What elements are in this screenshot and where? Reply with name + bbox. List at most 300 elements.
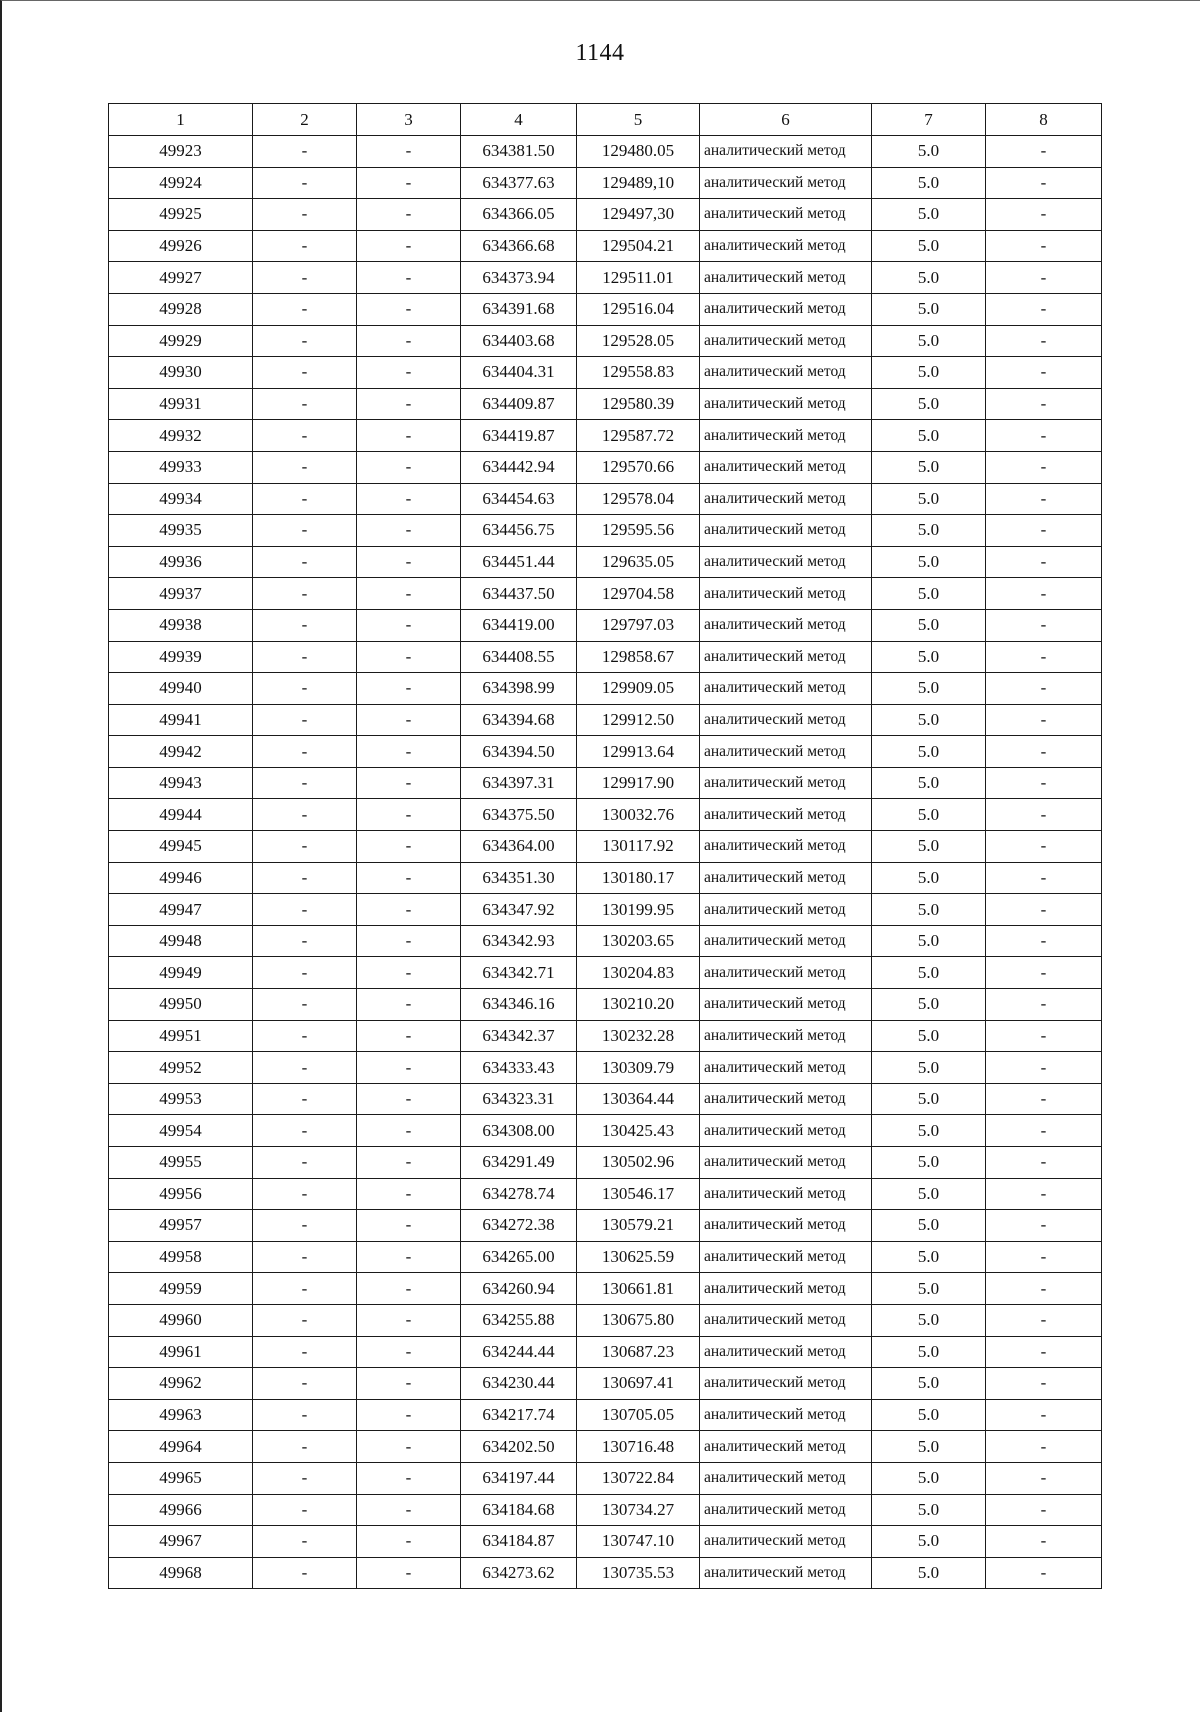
table-cell-col-2: - <box>253 167 357 199</box>
table-cell-col-1: 49964 <box>109 1431 253 1463</box>
table-cell-col-1: 49959 <box>109 1273 253 1305</box>
table-row <box>109 167 1102 199</box>
table-cell-col-6: аналитический метод <box>700 1147 872 1179</box>
table-cell-col-2: - <box>253 925 357 957</box>
table-cell-col-4: 634217.74 <box>461 1399 577 1431</box>
table-cell-col-8: - <box>986 831 1102 863</box>
table-cell-col-6: аналитический метод <box>700 925 872 957</box>
table-cell-col-4: 634403.68 <box>461 325 577 357</box>
table-cell-col-3: - <box>357 1304 461 1336</box>
table-cell-col-6: аналитический метод <box>700 325 872 357</box>
table-cell-col-2: - <box>253 1147 357 1179</box>
table-cell-col-4: 634377.63 <box>461 167 577 199</box>
column-header-1: 1 <box>109 104 253 136</box>
table-cell-col-1: 49956 <box>109 1178 253 1210</box>
table-row <box>109 641 1102 673</box>
coordinates-table <box>108 103 1102 1589</box>
table-cell-col-2: - <box>253 325 357 357</box>
table-cell-col-4: 634273.62 <box>461 1557 577 1589</box>
table-cell-col-5: 129528.05 <box>577 325 700 357</box>
table-cell-col-1: 49931 <box>109 388 253 420</box>
table-cell-col-6: аналитический метод <box>700 641 872 673</box>
table-cell-col-4: 634184.87 <box>461 1526 577 1558</box>
table-cell-col-3: - <box>357 736 461 768</box>
table-row <box>109 1304 1102 1336</box>
table-cell-col-7: 5.0 <box>872 641 986 673</box>
column-header-4: 4 <box>461 104 577 136</box>
table-cell-col-3: - <box>357 1020 461 1052</box>
table-row <box>109 546 1102 578</box>
table-cell-col-2: - <box>253 515 357 547</box>
table-cell-col-3: - <box>357 199 461 231</box>
table-cell-col-8: - <box>986 1083 1102 1115</box>
table-cell-col-4: 634442.94 <box>461 451 577 483</box>
table-cell-col-1: 49961 <box>109 1336 253 1368</box>
table-row <box>109 989 1102 1021</box>
table-cell-col-6: аналитический метод <box>700 989 872 1021</box>
table-row <box>109 515 1102 547</box>
table-cell-col-4: 634381.50 <box>461 136 577 168</box>
table-cell-col-4: 634454.63 <box>461 483 577 515</box>
table-row <box>109 420 1102 452</box>
table-cell-col-1: 49952 <box>109 1052 253 1084</box>
table-cell-col-3: - <box>357 894 461 926</box>
table-cell-col-6: аналитический метод <box>700 1052 872 1084</box>
table-row <box>109 1273 1102 1305</box>
table-cell-col-2: - <box>253 1052 357 1084</box>
table-cell-col-5: 130675.80 <box>577 1304 700 1336</box>
table-cell-col-3: - <box>357 262 461 294</box>
table-cell-col-1: 49967 <box>109 1526 253 1558</box>
table-cell-col-6: аналитический метод <box>700 420 872 452</box>
table-cell-col-7: 5.0 <box>872 515 986 547</box>
table-cell-col-7: 5.0 <box>872 1083 986 1115</box>
table-cell-col-1: 49934 <box>109 483 253 515</box>
table-cell-col-5: 130204.83 <box>577 957 700 989</box>
table-cell-col-4: 634308.00 <box>461 1115 577 1147</box>
table-cell-col-3: - <box>357 357 461 389</box>
table-cell-col-4: 634366.68 <box>461 230 577 262</box>
table-cell-col-4: 634333.43 <box>461 1052 577 1084</box>
table-cell-col-8: - <box>986 1147 1102 1179</box>
table-cell-col-4: 634419.00 <box>461 609 577 641</box>
table-cell-col-8: - <box>986 1304 1102 1336</box>
table-cell-col-5: 130232.28 <box>577 1020 700 1052</box>
table-cell-col-1: 49936 <box>109 546 253 578</box>
table-row <box>109 799 1102 831</box>
table-cell-col-3: - <box>357 1241 461 1273</box>
table-row <box>109 388 1102 420</box>
table-cell-col-6: аналитический метод <box>700 1368 872 1400</box>
table-cell-col-5: 130210.20 <box>577 989 700 1021</box>
table-cell-col-5: 129504.21 <box>577 230 700 262</box>
table-cell-col-5: 130697.41 <box>577 1368 700 1400</box>
table-cell-col-7: 5.0 <box>872 1020 986 1052</box>
table-cell-col-7: 5.0 <box>872 578 986 610</box>
table-cell-col-7: 5.0 <box>872 1052 986 1084</box>
table-cell-col-5: 130747.10 <box>577 1526 700 1558</box>
table-cell-col-1: 49933 <box>109 451 253 483</box>
table-cell-col-7: 5.0 <box>872 483 986 515</box>
table-cell-col-5: 129595.56 <box>577 515 700 547</box>
table-cell-col-4: 634342.71 <box>461 957 577 989</box>
table-cell-col-4: 634397.31 <box>461 767 577 799</box>
table-cell-col-8: - <box>986 925 1102 957</box>
table-cell-col-7: 5.0 <box>872 388 986 420</box>
table-cell-col-6: аналитический метод <box>700 136 872 168</box>
table-cell-col-4: 634351.30 <box>461 862 577 894</box>
table-cell-col-1: 49943 <box>109 767 253 799</box>
table-cell-col-5: 129913.64 <box>577 736 700 768</box>
table-row <box>109 357 1102 389</box>
table-row <box>109 136 1102 168</box>
table-row <box>109 736 1102 768</box>
table-cell-col-8: - <box>986 388 1102 420</box>
column-header-2: 2 <box>253 104 357 136</box>
table-cell-col-2: - <box>253 1557 357 1589</box>
table-cell-col-3: - <box>357 483 461 515</box>
table-row <box>109 1020 1102 1052</box>
table-cell-col-1: 49940 <box>109 673 253 705</box>
table-cell-col-5: 129797.03 <box>577 609 700 641</box>
table-cell-col-1: 49925 <box>109 199 253 231</box>
table-row <box>109 1052 1102 1084</box>
table-cell-col-6: аналитический метод <box>700 483 872 515</box>
table-cell-col-8: - <box>986 1557 1102 1589</box>
table-cell-col-8: - <box>986 1494 1102 1526</box>
table-cell-col-7: 5.0 <box>872 1115 986 1147</box>
table-cell-col-8: - <box>986 136 1102 168</box>
table-cell-col-3: - <box>357 1336 461 1368</box>
table-cell-col-8: - <box>986 1526 1102 1558</box>
table-cell-col-4: 634265.00 <box>461 1241 577 1273</box>
table-cell-col-2: - <box>253 736 357 768</box>
table-cell-col-3: - <box>357 451 461 483</box>
table-cell-col-2: - <box>253 894 357 926</box>
table-cell-col-6: аналитический метод <box>700 1462 872 1494</box>
table-cell-col-3: - <box>357 609 461 641</box>
column-header-7: 7 <box>872 104 986 136</box>
table-cell-col-8: - <box>986 673 1102 705</box>
table-cell-col-7: 5.0 <box>872 1210 986 1242</box>
table-cell-col-7: 5.0 <box>872 167 986 199</box>
table-cell-col-4: 634202.50 <box>461 1431 577 1463</box>
table-cell-col-4: 634342.37 <box>461 1020 577 1052</box>
table-cell-col-2: - <box>253 357 357 389</box>
table-row <box>109 1557 1102 1589</box>
table-cell-col-2: - <box>253 1462 357 1494</box>
table-cell-col-6: аналитический метод <box>700 1178 872 1210</box>
table-cell-col-6: аналитический метод <box>700 1399 872 1431</box>
table-cell-col-2: - <box>253 609 357 641</box>
table-cell-col-7: 5.0 <box>872 199 986 231</box>
table-cell-col-3: - <box>357 1210 461 1242</box>
table-cell-col-7: 5.0 <box>872 1147 986 1179</box>
table-row <box>109 925 1102 957</box>
table-cell-col-7: 5.0 <box>872 546 986 578</box>
table-cell-col-5: 130716.48 <box>577 1431 700 1463</box>
table-row <box>109 767 1102 799</box>
table-cell-col-3: - <box>357 230 461 262</box>
table-cell-col-1: 49947 <box>109 894 253 926</box>
table-cell-col-8: - <box>986 546 1102 578</box>
table-cell-col-6: аналитический метод <box>700 799 872 831</box>
table-cell-col-7: 5.0 <box>872 1431 986 1463</box>
table-cell-col-2: - <box>253 957 357 989</box>
table-cell-col-1: 49930 <box>109 357 253 389</box>
table-cell-col-1: 49928 <box>109 293 253 325</box>
table-cell-col-3: - <box>357 546 461 578</box>
table-cell-col-2: - <box>253 262 357 294</box>
table-cell-col-1: 49941 <box>109 704 253 736</box>
table-cell-col-3: - <box>357 641 461 673</box>
table-cell-col-8: - <box>986 262 1102 294</box>
table-cell-col-2: - <box>253 388 357 420</box>
table-cell-col-4: 634272.38 <box>461 1210 577 1242</box>
table-cell-col-4: 634346.16 <box>461 989 577 1021</box>
table-cell-col-2: - <box>253 1494 357 1526</box>
table-cell-col-3: - <box>357 325 461 357</box>
table-cell-col-8: - <box>986 515 1102 547</box>
table-cell-col-4: 634184.68 <box>461 1494 577 1526</box>
table-row <box>109 1241 1102 1273</box>
table-cell-col-3: - <box>357 925 461 957</box>
table-cell-col-5: 130425.43 <box>577 1115 700 1147</box>
table-cell-col-7: 5.0 <box>872 767 986 799</box>
table-cell-col-1: 49968 <box>109 1557 253 1589</box>
table-row <box>109 1336 1102 1368</box>
column-header-8: 8 <box>986 104 1102 136</box>
table-cell-col-2: - <box>253 1399 357 1431</box>
table-cell-col-7: 5.0 <box>872 357 986 389</box>
table-cell-col-4: 634230.44 <box>461 1368 577 1400</box>
table-cell-col-7: 5.0 <box>872 420 986 452</box>
table-cell-col-3: - <box>357 1399 461 1431</box>
table-row <box>109 451 1102 483</box>
table-cell-col-6: аналитический метод <box>700 1336 872 1368</box>
table-cell-col-1: 49945 <box>109 831 253 863</box>
table-cell-col-7: 5.0 <box>872 293 986 325</box>
table-cell-col-8: - <box>986 736 1102 768</box>
table-cell-col-3: - <box>357 1494 461 1526</box>
table-cell-col-8: - <box>986 325 1102 357</box>
table-cell-col-5: 130364.44 <box>577 1083 700 1115</box>
table-cell-col-7: 5.0 <box>872 609 986 641</box>
table-cell-col-2: - <box>253 420 357 452</box>
table-cell-col-5: 130502.96 <box>577 1147 700 1179</box>
table-row <box>109 230 1102 262</box>
table-row <box>109 1178 1102 1210</box>
table-cell-col-6: аналитический метод <box>700 357 872 389</box>
table-cell-col-3: - <box>357 957 461 989</box>
table-cell-col-3: - <box>357 673 461 705</box>
table-cell-col-6: аналитический метод <box>700 957 872 989</box>
table-cell-col-4: 634244.44 <box>461 1336 577 1368</box>
table-cell-col-3: - <box>357 1147 461 1179</box>
table-cell-col-5: 130203.65 <box>577 925 700 957</box>
table-cell-col-8: - <box>986 357 1102 389</box>
table-cell-col-1: 49938 <box>109 609 253 641</box>
table-cell-col-5: 130199.95 <box>577 894 700 926</box>
table-cell-col-5: 129909.05 <box>577 673 700 705</box>
table-cell-col-1: 49924 <box>109 167 253 199</box>
table-cell-col-1: 49932 <box>109 420 253 452</box>
table-cell-col-3: - <box>357 420 461 452</box>
table-cell-col-7: 5.0 <box>872 136 986 168</box>
table-cell-col-1: 49953 <box>109 1083 253 1115</box>
table-row <box>109 1083 1102 1115</box>
table-cell-col-8: - <box>986 894 1102 926</box>
table-cell-col-8: - <box>986 578 1102 610</box>
table-cell-col-6: аналитический метод <box>700 1273 872 1305</box>
table-cell-col-2: - <box>253 578 357 610</box>
table-row <box>109 704 1102 736</box>
table-cell-col-6: аналитический метод <box>700 230 872 262</box>
table-cell-col-6: аналитический метод <box>700 451 872 483</box>
table-cell-col-4: 634408.55 <box>461 641 577 673</box>
table-row <box>109 199 1102 231</box>
table-cell-col-8: - <box>986 704 1102 736</box>
table-cell-col-2: - <box>253 831 357 863</box>
table-cell-col-1: 49960 <box>109 1304 253 1336</box>
table-row <box>109 1210 1102 1242</box>
table-cell-col-2: - <box>253 799 357 831</box>
table-row <box>109 1431 1102 1463</box>
table-cell-col-3: - <box>357 1557 461 1589</box>
table-cell-col-5: 129497,30 <box>577 199 700 231</box>
table-cell-col-6: аналитический метод <box>700 1557 872 1589</box>
table-cell-col-2: - <box>253 1115 357 1147</box>
table-cell-col-5: 129480.05 <box>577 136 700 168</box>
table-cell-col-2: - <box>253 546 357 578</box>
table-cell-col-7: 5.0 <box>872 799 986 831</box>
table-cell-col-1: 49955 <box>109 1147 253 1179</box>
table-cell-col-4: 634197.44 <box>461 1462 577 1494</box>
table-cell-col-3: - <box>357 1178 461 1210</box>
table-row <box>109 1399 1102 1431</box>
table-cell-col-7: 5.0 <box>872 262 986 294</box>
table-cell-col-4: 634255.88 <box>461 1304 577 1336</box>
table-cell-col-2: - <box>253 1304 357 1336</box>
table-cell-col-6: аналитический метод <box>700 199 872 231</box>
table-row <box>109 325 1102 357</box>
table-cell-col-5: 129578.04 <box>577 483 700 515</box>
table-row <box>109 1526 1102 1558</box>
table-cell-col-8: - <box>986 1368 1102 1400</box>
table-cell-col-7: 5.0 <box>872 1368 986 1400</box>
table-cell-col-4: 634409.87 <box>461 388 577 420</box>
table-cell-col-3: - <box>357 767 461 799</box>
table-cell-col-7: 5.0 <box>872 1304 986 1336</box>
table-cell-col-1: 49963 <box>109 1399 253 1431</box>
table-cell-col-4: 634451.44 <box>461 546 577 578</box>
table-cell-col-7: 5.0 <box>872 894 986 926</box>
table-cell-col-5: 129587.72 <box>577 420 700 452</box>
table-cell-col-2: - <box>253 199 357 231</box>
table-cell-col-6: аналитический метод <box>700 1431 872 1463</box>
table-cell-col-1: 49951 <box>109 1020 253 1052</box>
table-row <box>109 1494 1102 1526</box>
table-row <box>109 957 1102 989</box>
table-row <box>109 894 1102 926</box>
table-cell-col-2: - <box>253 230 357 262</box>
table-cell-col-8: - <box>986 1462 1102 1494</box>
table-cell-col-6: аналитический метод <box>700 831 872 863</box>
table-cell-col-5: 130687.23 <box>577 1336 700 1368</box>
table-cell-col-5: 129704.58 <box>577 578 700 610</box>
table-cell-col-4: 634347.92 <box>461 894 577 926</box>
table-cell-col-8: - <box>986 1210 1102 1242</box>
table-cell-col-5: 130309.79 <box>577 1052 700 1084</box>
table-cell-col-1: 49942 <box>109 736 253 768</box>
table-row <box>109 262 1102 294</box>
table-cell-col-8: - <box>986 293 1102 325</box>
table-cell-col-6: аналитический метод <box>700 1304 872 1336</box>
table-cell-col-3: - <box>357 1052 461 1084</box>
table-cell-col-7: 5.0 <box>872 325 986 357</box>
table-cell-col-4: 634398.99 <box>461 673 577 705</box>
table-cell-col-5: 130180.17 <box>577 862 700 894</box>
column-header-6: 6 <box>700 104 872 136</box>
table-cell-col-6: аналитический метод <box>700 167 872 199</box>
table-cell-col-3: - <box>357 515 461 547</box>
table-cell-col-2: - <box>253 1178 357 1210</box>
table-cell-col-2: - <box>253 136 357 168</box>
table-cell-col-4: 634419.87 <box>461 420 577 452</box>
table-cell-col-2: - <box>253 1241 357 1273</box>
table-cell-col-8: - <box>986 799 1102 831</box>
table-cell-col-8: - <box>986 1431 1102 1463</box>
table-cell-col-7: 5.0 <box>872 925 986 957</box>
table-cell-col-5: 129858.67 <box>577 641 700 673</box>
table-cell-col-1: 49923 <box>109 136 253 168</box>
table-cell-col-1: 49929 <box>109 325 253 357</box>
table-cell-col-1: 49937 <box>109 578 253 610</box>
table-cell-col-3: - <box>357 1368 461 1400</box>
table-cell-col-6: аналитический метод <box>700 862 872 894</box>
table-cell-col-2: - <box>253 767 357 799</box>
table-cell-col-8: - <box>986 609 1102 641</box>
table-cell-col-1: 49965 <box>109 1462 253 1494</box>
table-body <box>109 136 1102 1589</box>
table-cell-col-6: аналитический метод <box>700 894 872 926</box>
table-cell-col-6: аналитический метод <box>700 1494 872 1526</box>
table-cell-col-2: - <box>253 641 357 673</box>
table-cell-col-2: - <box>253 1368 357 1400</box>
table-cell-col-8: - <box>986 989 1102 1021</box>
table-cell-col-2: - <box>253 1020 357 1052</box>
table-cell-col-7: 5.0 <box>872 1273 986 1305</box>
table-cell-col-8: - <box>986 1020 1102 1052</box>
table-cell-col-8: - <box>986 1052 1102 1084</box>
table-cell-col-5: 130735.53 <box>577 1557 700 1589</box>
table-cell-col-6: аналитический метод <box>700 1020 872 1052</box>
table-cell-col-7: 5.0 <box>872 451 986 483</box>
table-cell-col-8: - <box>986 1399 1102 1431</box>
table-cell-col-6: аналитический метод <box>700 578 872 610</box>
table-cell-col-1: 49957 <box>109 1210 253 1242</box>
table-cell-col-1: 49962 <box>109 1368 253 1400</box>
table-cell-col-4: 634366.05 <box>461 199 577 231</box>
table-cell-col-1: 49949 <box>109 957 253 989</box>
table-header-row <box>109 104 1102 136</box>
table-cell-col-2: - <box>253 1083 357 1115</box>
table-cell-col-1: 49944 <box>109 799 253 831</box>
table-cell-col-6: аналитический метод <box>700 1241 872 1273</box>
table-cell-col-5: 129516.04 <box>577 293 700 325</box>
table-cell-col-6: аналитический метод <box>700 1115 872 1147</box>
table-cell-col-6: аналитический метод <box>700 1210 872 1242</box>
